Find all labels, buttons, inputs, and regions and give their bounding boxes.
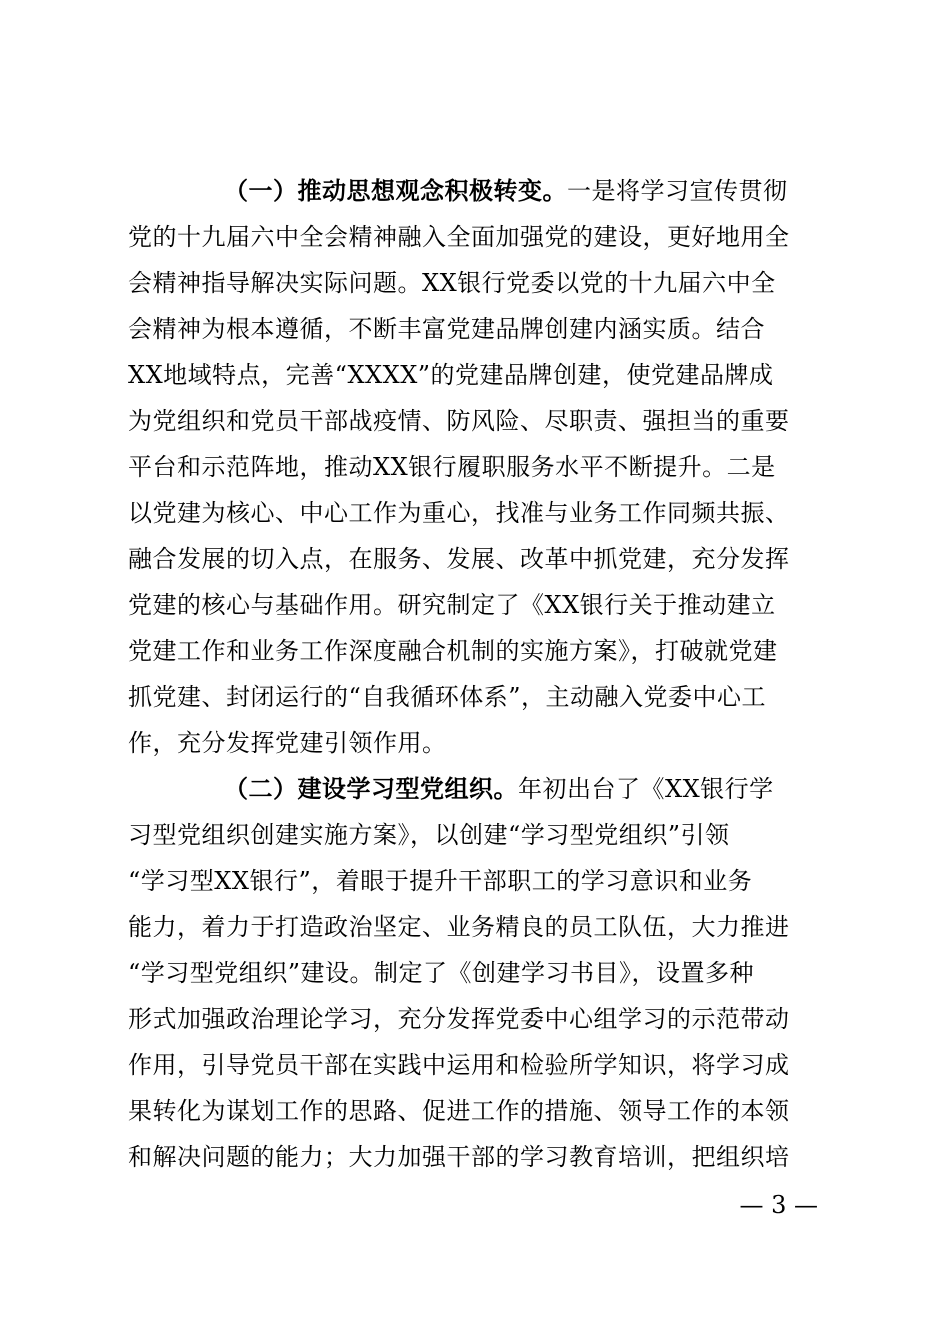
paragraph-2-line-4: 能力，着力于打造政治坚定、业务精良的员工队伍，大力推进 — [128, 913, 790, 941]
section-1-line-text: 一是将学习宣传贯彻 — [567, 177, 788, 205]
paragraph-2-line-2: 习型党组织创建实施方案》，以创建“学习型党组织”引领 — [128, 821, 730, 849]
paragraph-1-line-10: 党建的核心与基础作用。研究制定了《XX银行关于推动建立 — [128, 591, 776, 619]
paragraph-2-line-7: 作用，引导党员干部在实践中运用和检验所学知识，将学习成 — [128, 1051, 790, 1079]
section-2-heading: （二）建设学习型党组织。 — [224, 774, 518, 803]
document-body — [128, 168, 818, 1180]
paragraph-1-line-1 — [128, 168, 818, 214]
paragraph-1-line-13: 作，充分发挥党建引领作用。 — [128, 729, 447, 757]
section-2-line-text: 年初出台了《XX银行学 — [518, 775, 774, 803]
paragraph-1-line-4: 会精神为根本遵循，不断丰富党建品牌创建内涵实质。结合 — [128, 315, 765, 343]
page-number: — 3 — — [739, 1191, 818, 1219]
paragraph-2-line-5: “学习型党组织”建设。制定了《创建学习书目》，设置多种 — [128, 959, 755, 987]
paragraph-2-line-3: “学习型XX银行”，着眼于提升干部职工的学习意识和业务 — [128, 867, 753, 895]
paragraph-2-line-6: 形式加强政治理论学习，充分发挥党委中心组学习的示范带动 — [128, 1005, 790, 1033]
paragraph-1-line-12: 抓党建、封闭运行的“自我循环体系”，主动融入党委中心工 — [128, 683, 767, 711]
paragraph-1-line-11: 党建工作和业务工作深度融合机制的实施方案》，打破就党建 — [128, 637, 778, 665]
paragraph-1-line-7: 平台和示范阵地，推动XX银行履职服务水平不断提升。二是 — [128, 453, 776, 481]
paragraph-2-line-9: 和解决问题的能力；大力加强干部的学习教育培训，把组织培 — [128, 1143, 790, 1171]
paragraph-2-line-1 — [128, 766, 818, 812]
paragraph-1-line-2: 党的十九届六中全会精神融入全面加强党的建设，更好地用全 — [128, 223, 790, 251]
paragraph-1-line-8: 以党建为核心、中心工作为重心，找准与业务工作同频共振、 — [128, 499, 790, 527]
paragraph-1-line-3: 会精神指导解决实际问题。XX银行党委以党的十九届六中全 — [128, 269, 776, 297]
paragraph-1-line-6: 为党组织和党员干部战疫情、防风险、尽职责、强担当的重要 — [128, 407, 790, 435]
section-1-heading: （一）推动思想观念积极转变。 — [224, 176, 567, 205]
paragraph-1-line-5: XX地域特点，完善“XXXX”的党建品牌创建，使党建品牌成 — [128, 361, 774, 389]
paragraph-2-line-8: 果转化为谋划工作的思路、促进工作的措施、领导工作的本领 — [128, 1097, 790, 1125]
paragraph-1-line-9: 融合发展的切入点，在服务、发展、改革中抓党建，充分发挥 — [128, 545, 790, 573]
